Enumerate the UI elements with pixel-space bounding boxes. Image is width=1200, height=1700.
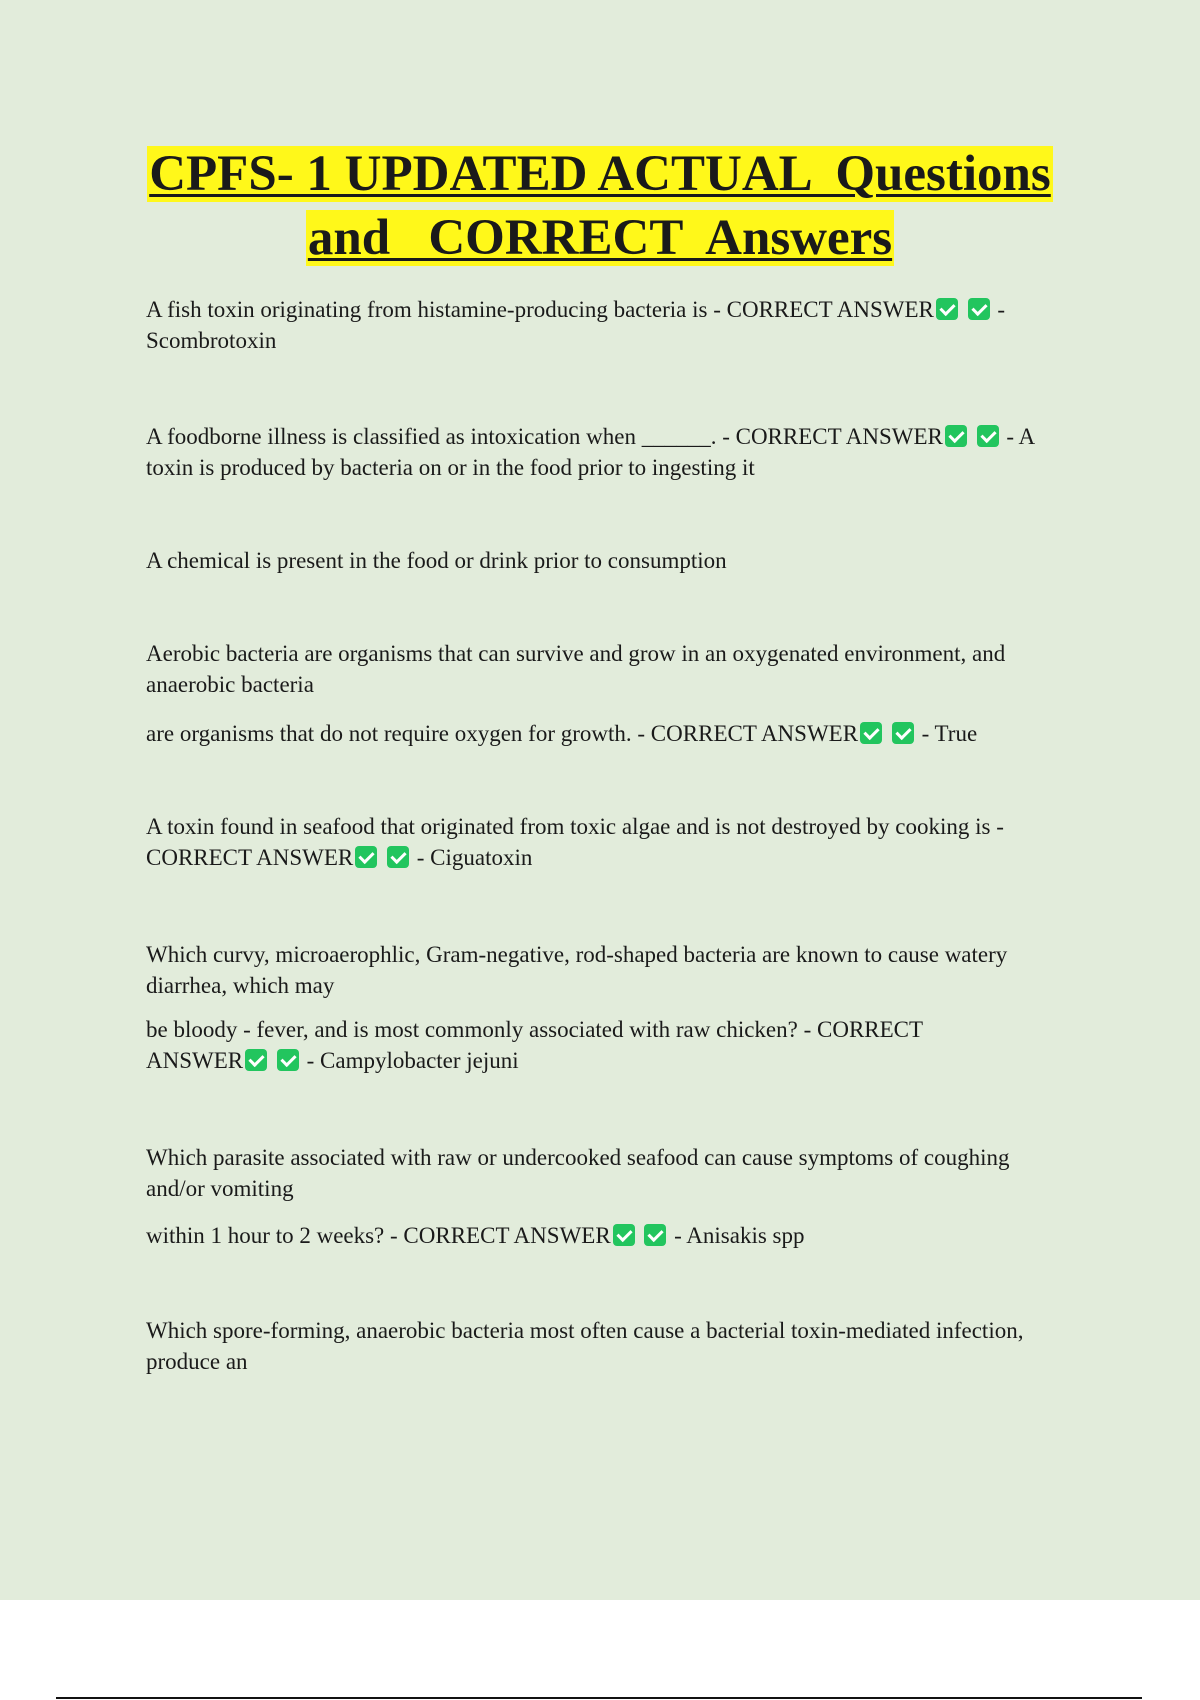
check-icon bbox=[245, 1049, 267, 1071]
check-icon bbox=[277, 1049, 299, 1071]
qa-item-6-cont bbox=[146, 1014, 1086, 1076]
qa-item-5 bbox=[146, 811, 1086, 873]
question-line: Which parasite associated with raw or undercooked seafood can cause symptoms of coughing bbox=[146, 1145, 1010, 1170]
check-icon bbox=[644, 1224, 666, 1246]
answer-prefix: - A bbox=[1000, 424, 1036, 449]
answer-text: - Anisakis spp bbox=[668, 1223, 805, 1248]
qa-item-7 bbox=[146, 1142, 1086, 1204]
answer-text: - Ciguatoxin bbox=[411, 845, 533, 870]
question-line: Which curvy, microaerophlic, Gram-negative, rod-shaped bacteria are known to cause watery bbox=[146, 942, 1008, 967]
check-icon bbox=[936, 298, 958, 320]
page-divider bbox=[56, 1697, 1142, 1699]
qa-item-7-cont bbox=[146, 1220, 1086, 1251]
qa-item-4-cont bbox=[146, 718, 1086, 749]
check-icon bbox=[860, 722, 882, 744]
title-line-1: CPFS- 1 UPDATED ACTUAL Questions bbox=[149, 146, 1051, 202]
question-line: Which spore-forming, anaerobic bacteria most often cause a bacterial toxin-mediated infection, bbox=[146, 1318, 1024, 1343]
question-line: anaerobic bacteria bbox=[146, 672, 314, 697]
qa-item-1 bbox=[146, 294, 1086, 356]
check-icon bbox=[968, 298, 990, 320]
question-line: produce an bbox=[146, 1349, 248, 1374]
answer-text: - True bbox=[915, 721, 978, 746]
qa-item-3 bbox=[146, 545, 1086, 576]
qa-item-2 bbox=[146, 421, 1086, 483]
question-line: Aerobic bacteria are organisms that can survive and grow in an oxygenated environment, and bbox=[146, 641, 1006, 666]
answer-prefix: - bbox=[991, 297, 1006, 322]
question-line: within 1 hour to 2 weeks? - CORRECT ANSWER bbox=[146, 1223, 611, 1248]
question-line: are organisms that do not require oxygen for growth. - CORRECT ANSWER bbox=[146, 721, 859, 746]
document-title bbox=[0, 142, 1200, 270]
statement-text: A chemical is present in the food or drink prior to consumption bbox=[146, 548, 727, 573]
check-icon bbox=[977, 425, 999, 447]
answer-text: Scombrotoxin bbox=[146, 328, 277, 353]
qa-item-8 bbox=[146, 1315, 1086, 1377]
check-icon bbox=[355, 846, 377, 868]
question-line: ANSWER bbox=[146, 1048, 244, 1073]
qa-item-6 bbox=[146, 939, 1086, 1001]
question-line: CORRECT ANSWER bbox=[146, 845, 354, 870]
question-text: A foodborne illness is classified as intoxication when ______. - CORRECT ANSWER bbox=[146, 424, 943, 449]
title-line-2: and CORRECT Answers bbox=[307, 210, 893, 266]
check-icon bbox=[613, 1224, 635, 1246]
check-icon bbox=[945, 425, 967, 447]
question-line: and/or vomiting bbox=[146, 1176, 294, 1201]
check-icon bbox=[892, 722, 914, 744]
question-line: be bloody - fever, and is most commonly associated with raw chicken? - CORRECT bbox=[146, 1017, 924, 1042]
check-icon bbox=[387, 846, 409, 868]
question-line: diarrhea, which may bbox=[146, 973, 335, 998]
question-line: A toxin found in seafood that originated from toxic algae and is not destroyed by cooking is - bbox=[146, 814, 1004, 839]
qa-item-4 bbox=[146, 638, 1086, 700]
answer-text: toxin is produced by bacteria on or in the food prior to ingesting it bbox=[146, 455, 755, 480]
answer-text: - Campylobacter jejuni bbox=[300, 1048, 519, 1073]
question-text: A fish toxin originating from histamine-producing bacteria is - CORRECT ANSWER bbox=[146, 297, 934, 322]
